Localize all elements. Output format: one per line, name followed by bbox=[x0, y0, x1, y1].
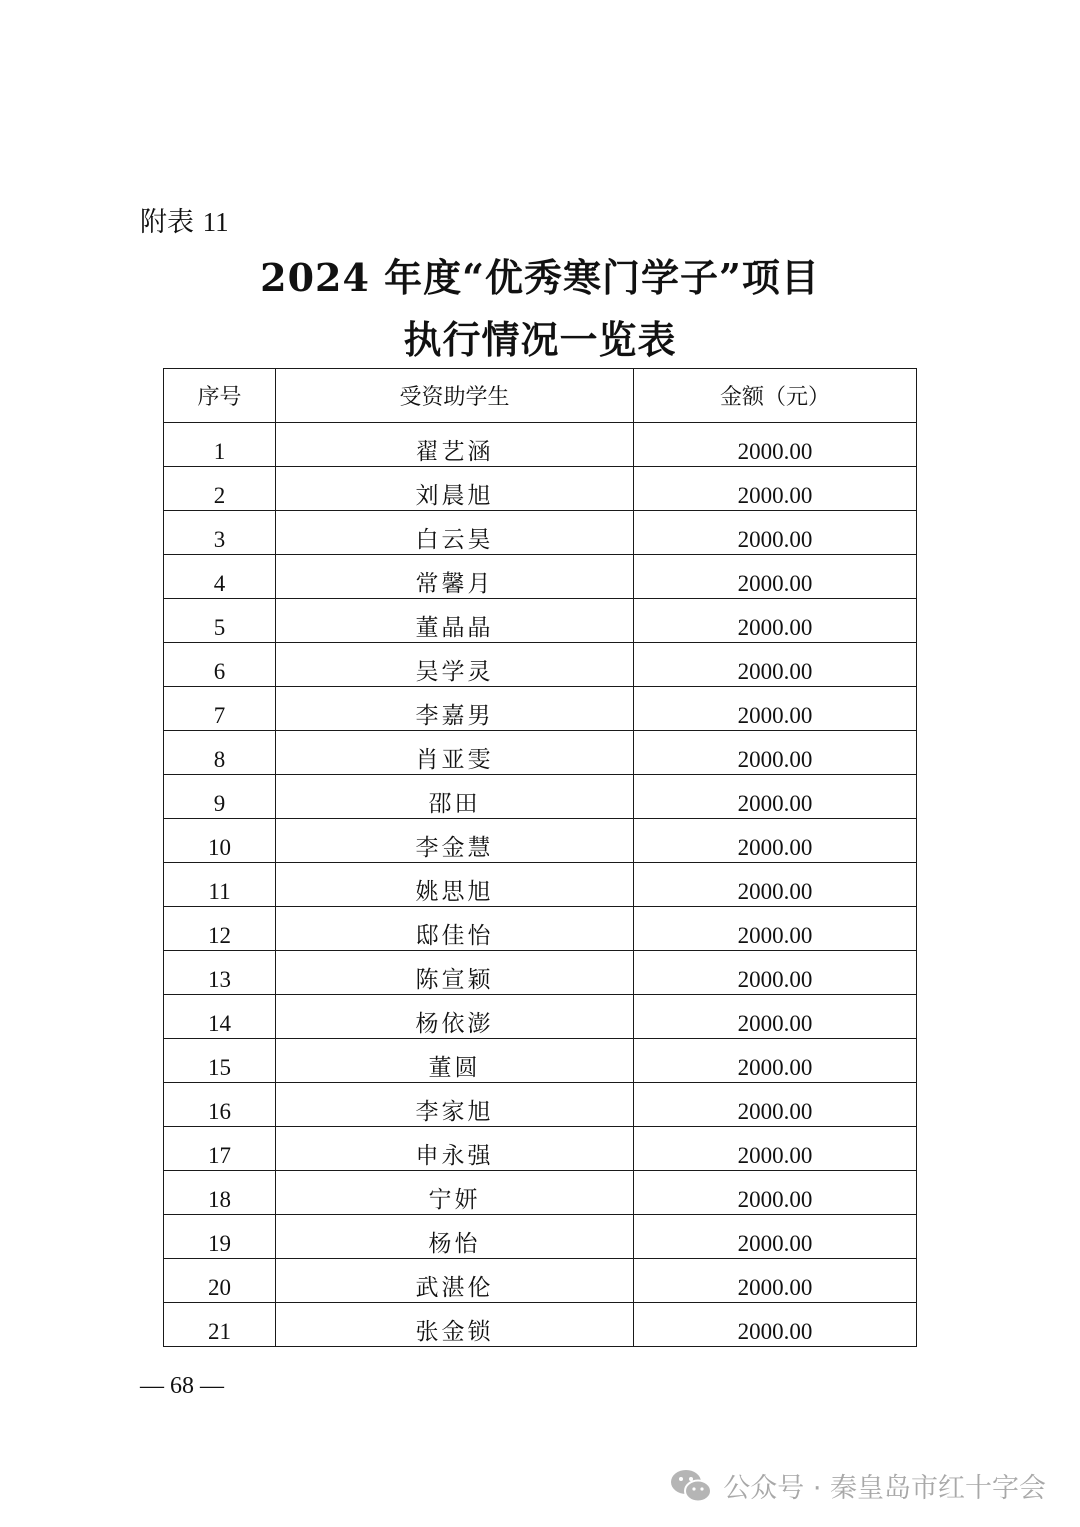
row-number-cell: 5 bbox=[164, 599, 276, 643]
table-row bbox=[164, 995, 917, 1039]
table-header-row bbox=[164, 369, 917, 423]
amount-cell: 2000.00 bbox=[634, 1127, 917, 1171]
table-row bbox=[164, 951, 917, 995]
row-number-cell: 8 bbox=[164, 731, 276, 775]
amount-cell: 2000.00 bbox=[634, 775, 917, 819]
student-name-cell: 邵田 bbox=[276, 775, 634, 819]
column-header-student: 受资助学生 bbox=[276, 369, 634, 423]
table-row bbox=[164, 643, 917, 687]
amount-cell: 2000.00 bbox=[634, 995, 917, 1039]
student-name-cell: 陈宣颖 bbox=[276, 951, 634, 995]
document-title-line2: 执行情况一览表 bbox=[403, 317, 677, 362]
row-number-cell: 21 bbox=[164, 1303, 276, 1347]
amount-cell: 2000.00 bbox=[634, 643, 917, 687]
student-name-cell: 翟艺涵 bbox=[276, 423, 634, 467]
table-row bbox=[164, 511, 917, 555]
table-body bbox=[164, 423, 917, 1347]
amount-cell: 2000.00 bbox=[634, 687, 917, 731]
amount-cell: 2000.00 bbox=[634, 555, 917, 599]
row-number-cell: 6 bbox=[164, 643, 276, 687]
row-number-cell: 15 bbox=[164, 1039, 276, 1083]
table-row bbox=[164, 1171, 917, 1215]
student-name-cell: 武湛伦 bbox=[276, 1259, 634, 1303]
column-header-amount: 金额（元） bbox=[634, 369, 917, 423]
amount-cell: 2000.00 bbox=[634, 1215, 917, 1259]
row-number-cell: 17 bbox=[164, 1127, 276, 1171]
attachment-number: 11 bbox=[202, 207, 229, 237]
table-row bbox=[164, 687, 917, 731]
row-number-cell: 14 bbox=[164, 995, 276, 1039]
student-name-cell: 刘晨旭 bbox=[276, 467, 634, 511]
table-row bbox=[164, 819, 917, 863]
table-row bbox=[164, 599, 917, 643]
watermark-text: 公众号 · 秦皇岛市红十字会 bbox=[723, 1473, 1046, 1504]
table-row bbox=[164, 731, 917, 775]
attachment-label bbox=[140, 204, 229, 241]
student-name-cell: 吴学灵 bbox=[276, 643, 634, 687]
student-name-cell: 常馨月 bbox=[276, 555, 634, 599]
amount-cell: 2000.00 bbox=[634, 1303, 917, 1347]
student-name-cell: 李嘉男 bbox=[276, 687, 634, 731]
table-row bbox=[164, 863, 917, 907]
student-name-cell: 肖亚雯 bbox=[276, 731, 634, 775]
amount-cell: 2000.00 bbox=[634, 599, 917, 643]
row-number-cell: 10 bbox=[164, 819, 276, 863]
amount-cell: 2000.00 bbox=[634, 423, 917, 467]
table-row bbox=[164, 907, 917, 951]
amount-cell: 2000.00 bbox=[634, 467, 917, 511]
student-name-cell: 邸佳怡 bbox=[276, 907, 634, 951]
column-header-number: 序号 bbox=[164, 369, 276, 423]
amount-cell: 2000.00 bbox=[634, 1039, 917, 1083]
table-row bbox=[164, 1259, 917, 1303]
student-name-cell: 申永强 bbox=[276, 1127, 634, 1171]
student-name-cell: 董晶晶 bbox=[276, 599, 634, 643]
attachment-prefix: 附表 bbox=[140, 207, 194, 238]
row-number-cell: 4 bbox=[164, 555, 276, 599]
table-row bbox=[164, 467, 917, 511]
amount-cell: 2000.00 bbox=[634, 1259, 917, 1303]
table-row bbox=[164, 1039, 917, 1083]
row-number-cell: 19 bbox=[164, 1215, 276, 1259]
table-row bbox=[164, 1127, 917, 1171]
amount-cell: 2000.00 bbox=[634, 731, 917, 775]
wechat-icon bbox=[669, 1467, 713, 1505]
row-number-cell: 11 bbox=[164, 863, 276, 907]
student-name-cell: 李家旭 bbox=[276, 1083, 634, 1127]
row-number-cell: 3 bbox=[164, 511, 276, 555]
row-number-cell: 18 bbox=[164, 1171, 276, 1215]
row-number-cell: 7 bbox=[164, 687, 276, 731]
amount-cell: 2000.00 bbox=[634, 951, 917, 995]
student-name-cell: 白云昊 bbox=[276, 511, 634, 555]
page-number: — 68 — bbox=[140, 1373, 224, 1399]
table-row bbox=[164, 423, 917, 467]
row-number-cell: 20 bbox=[164, 1259, 276, 1303]
table-row bbox=[164, 1303, 917, 1347]
amount-cell: 2000.00 bbox=[634, 819, 917, 863]
row-number-cell: 2 bbox=[164, 467, 276, 511]
student-name-cell: 杨依澎 bbox=[276, 995, 634, 1039]
student-name-cell: 宁妍 bbox=[276, 1171, 634, 1215]
student-name-cell: 董圆 bbox=[276, 1039, 634, 1083]
row-number-cell: 16 bbox=[164, 1083, 276, 1127]
document-title-line1: 2024 年度“优秀寒门学子”项目 bbox=[260, 255, 820, 300]
amount-cell: 2000.00 bbox=[634, 1083, 917, 1127]
student-name-cell: 张金锁 bbox=[276, 1303, 634, 1347]
table-row bbox=[164, 775, 917, 819]
table-row bbox=[164, 1083, 917, 1127]
amount-cell: 2000.00 bbox=[634, 511, 917, 555]
amount-cell: 2000.00 bbox=[634, 1171, 917, 1215]
table-row bbox=[164, 1215, 917, 1259]
amount-cell: 2000.00 bbox=[634, 907, 917, 951]
table-row bbox=[164, 555, 917, 599]
student-name-cell: 李金慧 bbox=[276, 819, 634, 863]
row-number-cell: 12 bbox=[164, 907, 276, 951]
amount-cell: 2000.00 bbox=[634, 863, 917, 907]
student-name-cell: 姚思旭 bbox=[276, 863, 634, 907]
student-name-cell: 杨怡 bbox=[276, 1215, 634, 1259]
row-number-cell: 9 bbox=[164, 775, 276, 819]
watermark bbox=[669, 1466, 1046, 1505]
row-number-cell: 1 bbox=[164, 423, 276, 467]
row-number-cell: 13 bbox=[164, 951, 276, 995]
beneficiary-table bbox=[163, 368, 917, 1347]
